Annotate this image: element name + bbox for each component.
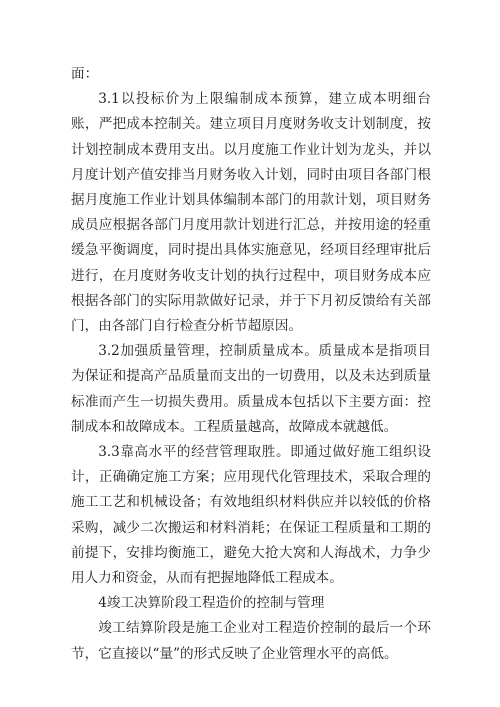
- document-body: [71, 62, 431, 667]
- paragraph-3-1: 3.1以投标价为上限编制成本预算，建立成本明细台账，严把成本控制关。建立项目月度财务收支计划制度，按计划控制成本费用支出。以月度施工作业计划为龙头，并以月度计划产值安排当月财务收入计划，同时由项目各部门根据月度施工作业计划具体编制本部门的用款计划，项目财务成员应根据各部门月度用款计划进行汇总，并按用途的轻重缓急平衡调度，同时提出具体实施意见，经项目经理审批后进行，在月度财务收支计划的执行过程中，项目财务成本应根据各部门的实际用款做好记录，并于下月初反馈给有关部门，由各部门自行检查分析节超原因。: [71, 91, 431, 335]
- paragraph-3-2: 3.2加强质量管理，控制质量成本。质量成本是指项目为保证和提高产品质量而支出的一切费用，以及未达到质量标准而产生一切损失费用。质量成本包括以下主要方面：控制成本和故障成本。工程质量越高，故障成本就越低。: [71, 343, 431, 435]
- paragraph-4-intro: 竣工结算阶段是施工企业对工程造价控制的最后一个环节，它直接以“量”的形式反映了企业管理水平的高低。: [71, 620, 431, 662]
- paragraph-continuation: 面：: [71, 66, 99, 82]
- paragraph-3-3: 3.3靠高水平的经营管理取胜。即通过做好施工组织设计，正确确定施工方案；应用现代化管理技术，采取合理的施工工艺和机械设备；有效地组织材料供应并以较低的价格采购，减少二次搬运和材料消耗；在保证工程质量和工期的前提下，安排均衡施工，避免大抢大窝和人海战术，力争少用人力和资金，从而有把握地降低工程成本。: [71, 444, 431, 587]
- section-heading-4: 4竣工决算阶段工程造价的控制与管理: [98, 595, 325, 612]
